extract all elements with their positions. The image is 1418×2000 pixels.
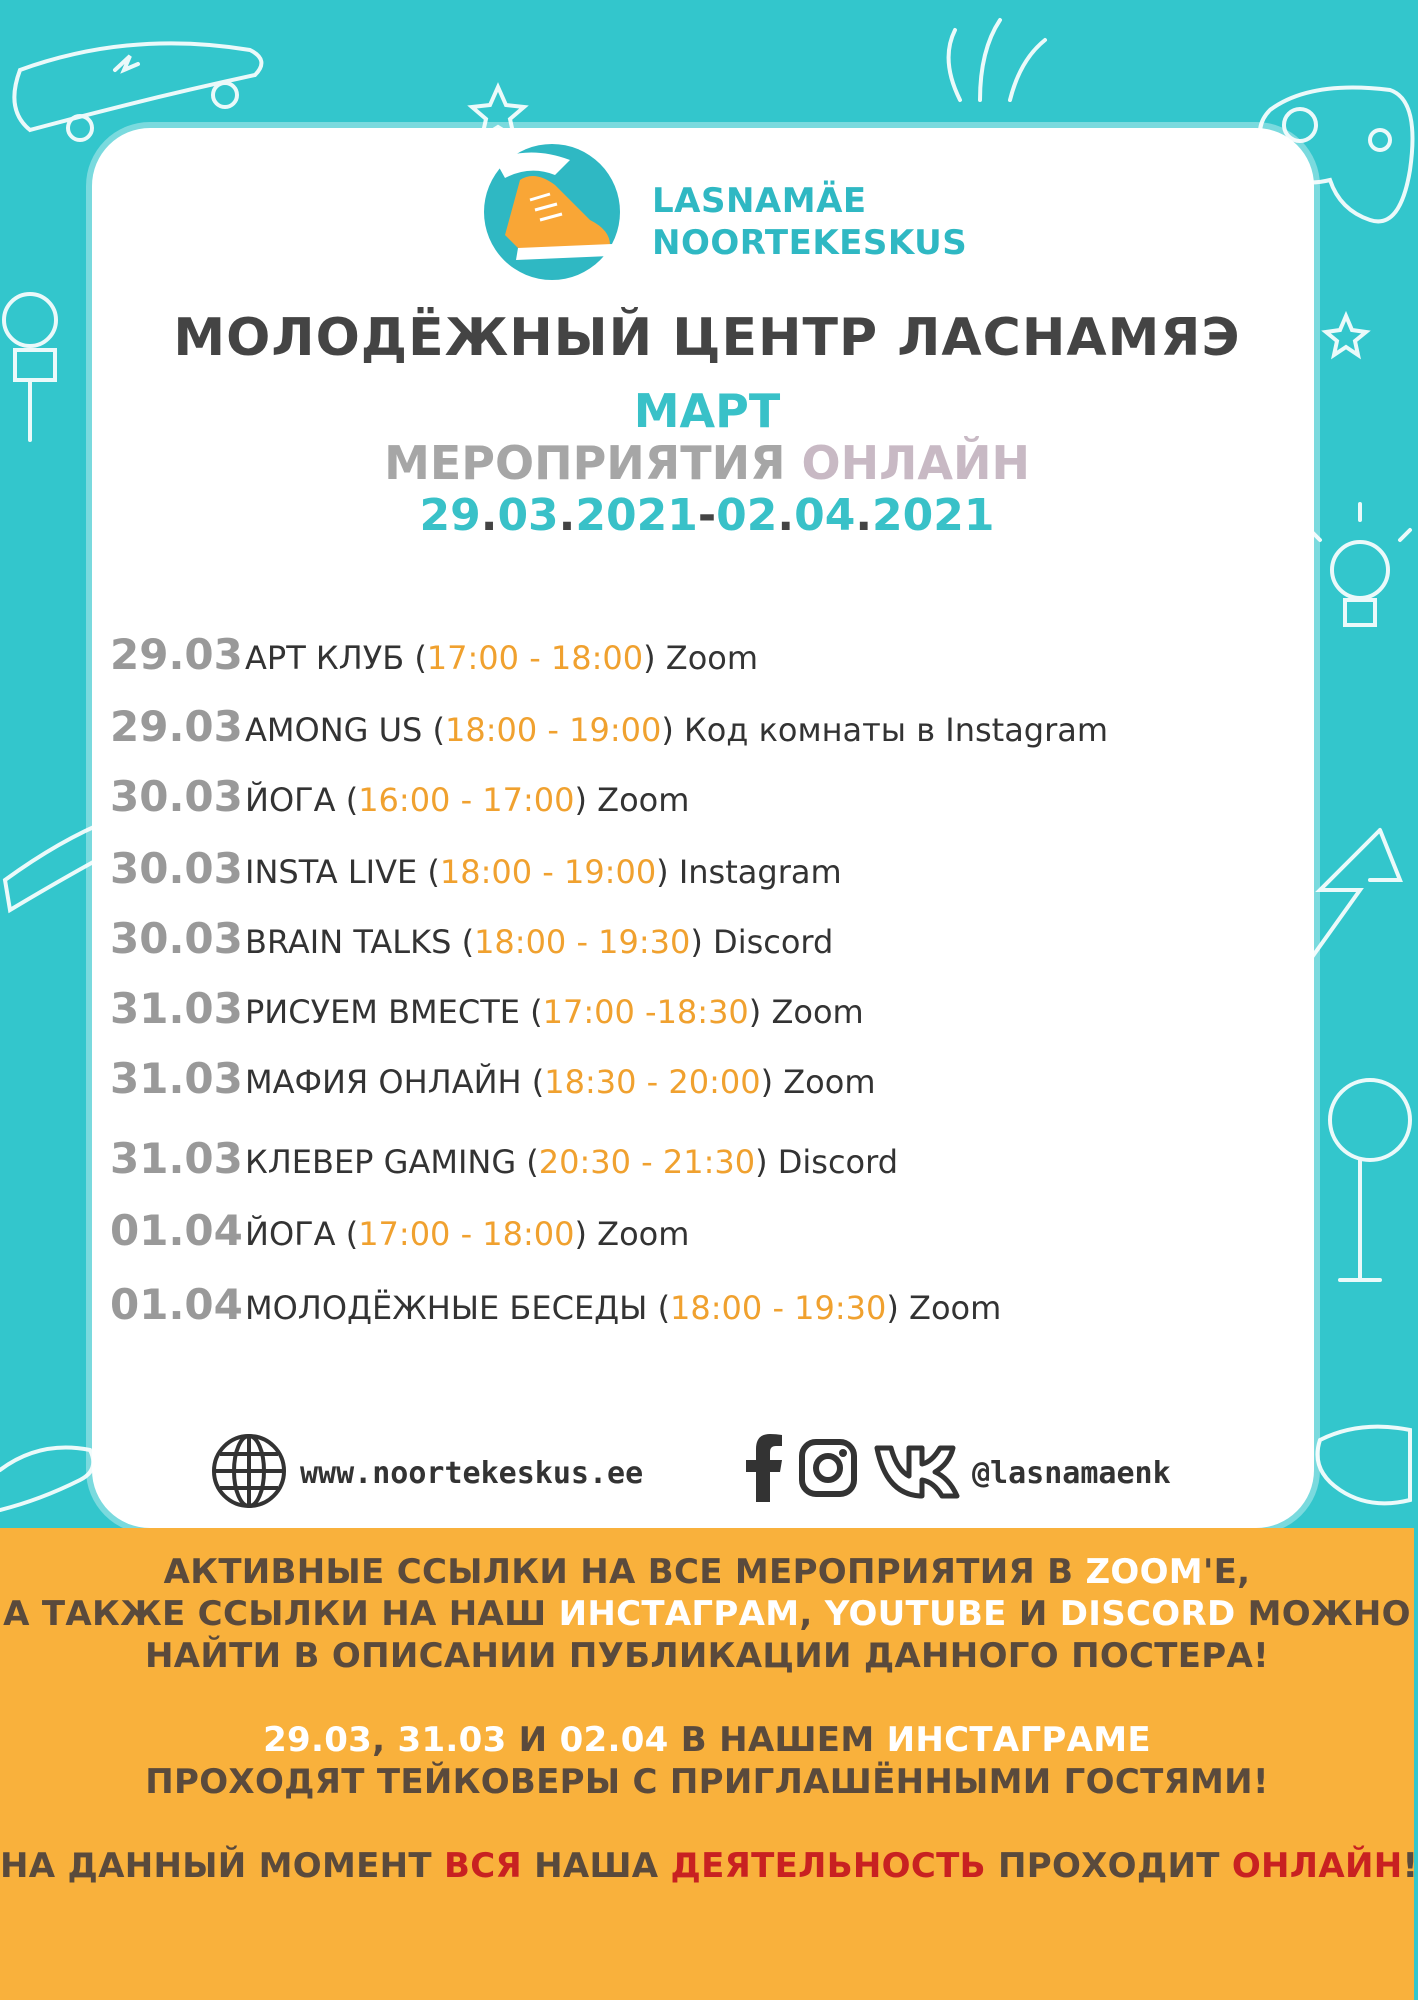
logo-text: [652, 180, 967, 264]
event-name: МАФИЯ ОНЛАЙН: [245, 1063, 522, 1101]
footer-line-6: НА ДАННЫЙ МОМЕНТ ВСЯ НАША ДЕЯТЕЛЬНОСТЬ ПРОХОДИТ ОНЛАЙН!: [0, 1846, 1418, 1886]
joystick-icon: [1330, 1080, 1410, 1280]
event-date: 31.03: [110, 984, 243, 1033]
event-row: 30.03BRAIN TALKS (18:00 - 19:30) Discord: [110, 914, 834, 963]
event-row: 30.03INSTA LIVE (18:00 - 19:00) Instagram: [110, 844, 842, 893]
range-year-2: 2021: [872, 490, 995, 541]
event-row: 01.04МОЛОДЁЖНЫЕ БЕСЕДЫ (18:00 - 19:30) Zoom: [110, 1280, 1002, 1329]
range-separator: -: [697, 490, 717, 541]
event-row: 31.03РИСУЕМ ВМЕСТЕ (17:00 -18:30) Zoom: [110, 984, 864, 1033]
event-time: 18:00 - 19:00: [444, 711, 662, 749]
lightning-icon: [1310, 830, 1400, 960]
date-range: 29.03.2021-02.04.2021: [419, 490, 995, 541]
facebook-icon[interactable]: [746, 1434, 782, 1502]
gamepad-icon-2: [1318, 1427, 1411, 1504]
event-time: 17:00 - 18:00: [358, 1215, 575, 1253]
website-link[interactable]: www.noortekeskus.ee: [300, 1456, 644, 1491]
event-row: 31.03КЛЕВЕР GAMING (20:30 - 21:30) Discord: [110, 1134, 899, 1183]
event-place: Zoom: [597, 781, 690, 819]
event-name: AMONG US: [245, 711, 423, 749]
event-place: Код комнаты в Instagram: [683, 711, 1109, 749]
event-name: INSTA LIVE: [245, 853, 418, 891]
event-place: Zoom: [909, 1289, 1002, 1327]
social-handle[interactable]: @lasnamaenk: [972, 1456, 1171, 1491]
footer-line-3: НАЙТИ В ОПИСАНИИ ПУБЛИКАЦИИ ДАННОГО ПОСТЕРА!: [145, 1636, 1269, 1676]
subtitle-online: ОНЛАЙН: [801, 436, 1030, 490]
event-date: 30.03: [110, 844, 243, 893]
event-date: 01.04: [110, 1206, 243, 1255]
event-date: 30.03: [110, 772, 243, 821]
event-name: КЛЕВЕР GAMING: [245, 1143, 517, 1181]
event-date: 31.03: [110, 1054, 243, 1103]
logo-line-1: LASNAMÄE: [652, 181, 867, 221]
footer-line-1: АКТИВНЫЕ ССЫЛКИ НА ВСЕ МЕРОПРИЯТИЯ В ZOOM'Е,: [163, 1552, 1251, 1592]
event-place: Discord: [777, 1143, 899, 1181]
event-name: МОЛОДЁЖНЫЕ БЕСЕДЫ: [245, 1289, 648, 1327]
event-time: 18:00 - 19:30: [474, 923, 691, 961]
event-time: 18:00 - 19:30: [670, 1289, 887, 1327]
event-place: Zoom: [783, 1063, 876, 1101]
event-date: 30.03: [110, 914, 243, 963]
footer-line-2: А ТАКЖЕ ССЫЛКИ НА НАШ ИНСТАГРАМ, YOUTUBE И DISCORD МОЖНО: [3, 1594, 1411, 1634]
event-date: 01.04: [110, 1280, 243, 1329]
footer-line-4: 29.03, 31.03 И 02.04 В НАШЕМ ИНСТАГРАМЕ: [263, 1720, 1151, 1760]
vk-icon[interactable]: [874, 1442, 960, 1496]
event-place: Zoom: [771, 993, 864, 1031]
page-title: МОЛОДЁЖНЫЙ ЦЕНТР ЛАСНАМЯЭ: [173, 308, 1241, 368]
event-time: 18:30 - 20:00: [544, 1063, 761, 1101]
month-label: МАРТ: [633, 384, 781, 438]
event-time: 16:00 - 17:00: [358, 781, 575, 819]
range-month-2: 04: [794, 490, 856, 541]
globe-icon: [210, 1432, 288, 1510]
event-date: 31.03: [110, 1134, 243, 1183]
event-row: 31.03МАФИЯ ОНЛАЙН (18:30 - 20:00) Zoom: [110, 1054, 876, 1103]
logo-line-2: NOORTEKESKUS: [652, 223, 968, 263]
skateboard-icon: [14, 43, 261, 140]
event-place: Discord: [713, 923, 834, 961]
range-day-2: 02: [716, 490, 778, 541]
event-date: 29.03: [110, 630, 243, 679]
range-year-1: 2021: [575, 490, 698, 541]
skateboard-icon-3: [0, 1448, 93, 1511]
contacts-row: [210, 1428, 1210, 1508]
hands-icon: [949, 20, 1045, 100]
event-row: 01.04ЙОГА (17:00 - 18:00) Zoom: [110, 1206, 690, 1255]
event-row: 30.03ЙОГА (16:00 - 17:00) Zoom: [110, 772, 690, 821]
event-place: Zoom: [597, 1215, 690, 1253]
event-name: ЙОГА: [245, 781, 336, 819]
event-name: BRAIN TALKS: [245, 923, 452, 961]
range-month-1: 03: [497, 490, 559, 541]
footer-banner: [0, 1528, 1418, 2000]
event-time: 17:00 - 18:00: [426, 639, 644, 677]
subtitle: [0, 436, 1414, 490]
event-name: АРТ КЛУБ: [245, 639, 405, 677]
event-time: 18:00 - 19:00: [439, 853, 657, 891]
event-date: 29.03: [110, 702, 243, 751]
event-place: Instagram: [678, 853, 842, 891]
event-time: 17:00 -18:30: [542, 993, 749, 1031]
instagram-icon[interactable]: [798, 1438, 858, 1498]
event-place: Zoom: [665, 639, 759, 677]
subtitle-events: МЕРОПРИЯТИЯ: [384, 436, 786, 490]
event-row: 29.03АРТ КЛУБ (17:00 - 18:00) Zoom: [110, 630, 759, 679]
footer-line-5: ПРОХОДЯТ ТЕЙКОВЕРЫ С ПРИГЛАШЁННЫМИ ГОСТЯМИ!: [145, 1762, 1269, 1802]
range-day-1: 29: [419, 490, 481, 541]
event-name: ЙОГА: [245, 1215, 336, 1253]
event-row: 29.03AMONG US (18:00 - 19:00) Код комнаты в Instagram: [110, 702, 1109, 751]
event-name: РИСУЕМ ВМЕСТЕ: [245, 993, 520, 1031]
event-time: 20:30 - 21:30: [538, 1143, 756, 1181]
